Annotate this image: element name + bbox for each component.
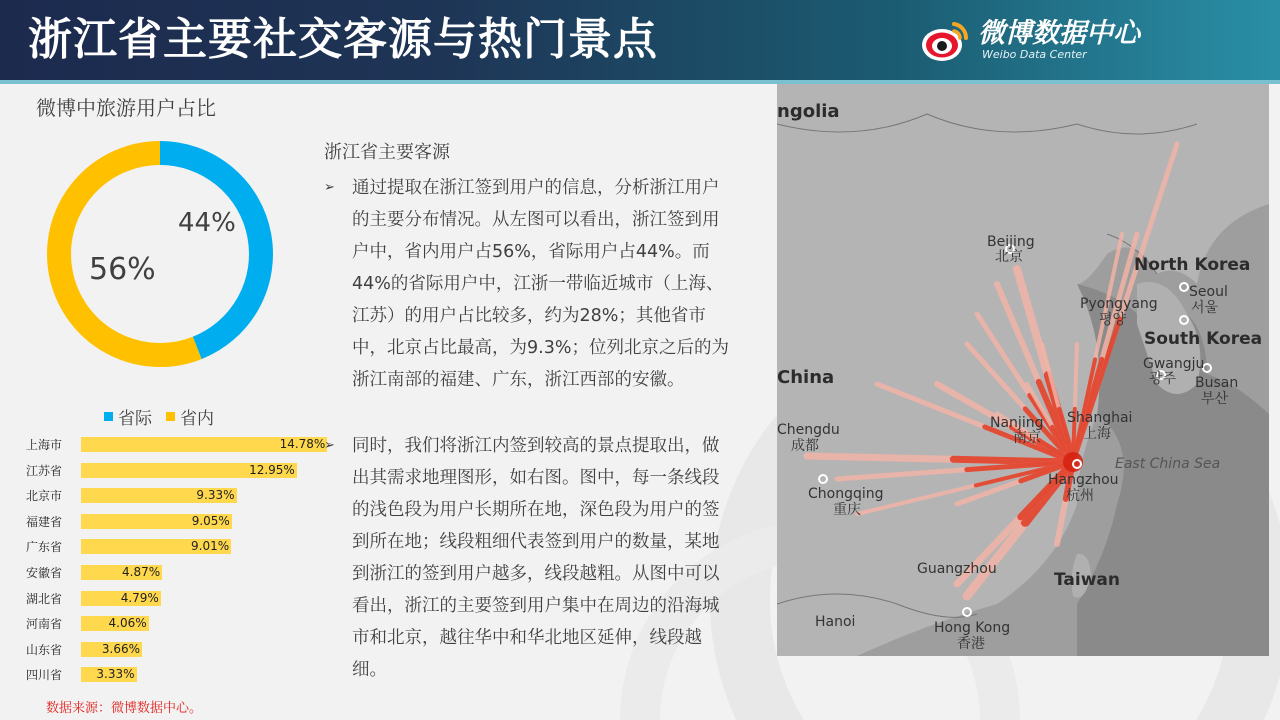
bar [81, 591, 161, 606]
map-label-hongkong-en: Hong Kong [934, 620, 1011, 636]
bar [81, 642, 142, 657]
legend-label-inter: 省际 [118, 409, 152, 429]
map-label-pyongyang-en: Pyongyang [1080, 296, 1158, 312]
bar [81, 667, 137, 682]
paragraph-1 [324, 172, 736, 396]
bar-category-label: 四川省 [26, 668, 63, 683]
donut-legend [104, 404, 214, 429]
legend-swatch-inter [104, 412, 113, 421]
bar-category-label: 山东省 [26, 642, 63, 657]
bar [81, 565, 162, 580]
map-label-chongqing-en: Chongqing [808, 486, 884, 502]
bar-value-label: 3.66% [101, 641, 140, 656]
bar-row [26, 637, 326, 663]
chart-subtitle: 微博中旅游用户占比 [36, 96, 216, 120]
map-label-seoul-kr: 서울 [1191, 300, 1219, 316]
legend-swatch-local [166, 412, 175, 421]
header-bar [0, 0, 1280, 80]
map-label-guangzhou-en: Guangzhou [917, 561, 997, 577]
map-label-seoul-en: Seoul [1189, 284, 1228, 300]
map-label-busan-en: Busan [1195, 375, 1239, 391]
donut-label-local: 56% [89, 252, 156, 287]
legend-item-local [166, 404, 214, 429]
page-title: 浙江省主要社交客源与热门景点 [28, 14, 658, 65]
logo-text-cn: 微博数据中心 [978, 18, 1140, 49]
bar-row [26, 483, 326, 509]
bar-value-label: 14.78% [279, 437, 326, 451]
bar-value-label: 9.01% [191, 539, 230, 554]
user-share-donut-chart [46, 140, 274, 368]
bar-row [26, 534, 326, 560]
map-label-beijing-en: Beijing [987, 234, 1035, 250]
bar-category-label: 河南省 [26, 617, 63, 632]
map-label-mongolia: ngolia [777, 101, 840, 122]
bar-row [26, 458, 326, 484]
map-label-hongkong-cn: 香港 [957, 636, 985, 652]
map-label-south-korea: South Korea [1144, 329, 1263, 349]
bar-value-label: 9.05% [191, 513, 230, 528]
map-label-china: China [777, 367, 835, 388]
bar-row [26, 662, 326, 688]
map-label-taiwan: Taiwan [1054, 570, 1120, 590]
logo-text-en: Weibo Data Center [982, 48, 1087, 61]
map-label-hanoi: Hanoi [815, 614, 856, 630]
bar-category-label: 福建省 [26, 514, 63, 529]
weibo-eye-icon [920, 18, 970, 64]
legend-label-local: 省内 [180, 409, 214, 429]
bar-row [26, 611, 326, 637]
bar-category-label: 安徽省 [26, 565, 63, 580]
map-label-shanghai-en: Shanghai [1067, 410, 1133, 426]
donut-label-inter: 44% [178, 208, 236, 238]
data-source-note: 数据来源：微博数据中心。 [46, 701, 203, 716]
bar-row [26, 560, 326, 586]
map-label-gwangju-kr: 광주 [1149, 371, 1177, 387]
bar-category-label: 广东省 [26, 540, 63, 555]
map-label-chongqing-cn: 重庆 [833, 502, 861, 518]
bar [81, 539, 231, 554]
flow-map [777, 84, 1269, 656]
map-label-hangzhou-en: Hangzhou [1048, 472, 1119, 488]
map-label-chengdu-cn: 成都 [791, 438, 819, 454]
bar-row [26, 432, 326, 458]
bar [81, 437, 327, 452]
bar-value-label: 4.79% [120, 590, 159, 605]
bar-value-label: 4.87% [122, 564, 161, 579]
bar-value-label: 12.95% [249, 462, 295, 477]
section-title: 浙江省主要客源 [324, 142, 450, 163]
weibo-logo [920, 14, 1260, 66]
bar-row [26, 509, 326, 535]
bar [81, 616, 149, 631]
map-label-busan-kr: 부산 [1201, 391, 1229, 407]
bar [81, 488, 237, 503]
legend-item-inter [104, 404, 152, 429]
bar-category-label: 上海市 [26, 438, 63, 452]
bar-value-label: 3.33% [96, 667, 135, 682]
map-label-gwangju-en: Gwangju [1143, 356, 1205, 372]
paragraph-2-text: 同时，我们将浙江内签到较高的景点提取出，做出其需求地理图形，如右图。图中，每一条线段的浅色段为用户长期所在地，深色段为用户的签到所在地；线段粗细代表签到用户的数量，某地到浙江的签到用户越多，线段越粗。从图中可以看出，浙江的主要签到用户集中在周边的沿海城市和北京，越往华中和华北地区延伸，线段越细。 [352, 436, 720, 680]
bullet-arrow-icon: ➢ [324, 180, 335, 195]
bar-category-label: 北京市 [26, 489, 63, 504]
map-label-pyongyang-kr: 평양 [1099, 312, 1127, 328]
bar-value-label: 9.33% [196, 488, 235, 503]
bar-row [26, 586, 326, 612]
map-label-chengdu-en: Chengdu [777, 422, 840, 438]
map-label-east-china-sea: East China Sea [1115, 456, 1221, 472]
bar [81, 514, 232, 529]
map-label-nanjing-en: Nanjing [990, 415, 1044, 431]
map-label-beijing-cn: 北京 [995, 249, 1023, 265]
bar-category-label: 湖北省 [26, 591, 63, 606]
bar [81, 463, 297, 478]
bar-category-label: 江苏省 [26, 463, 63, 478]
paragraph-1-text: 通过提取在浙江签到用户的信息，分析浙江用户的主要分布情况。从左图可以看出，浙江签到用户中，省内用户占56%，省际用户占44%。而44%的省际用户中，江浙一带临近城市（上海、江苏）的用户占比较多，约为28%；其他省市中，北京占比最高，为9.3%；位列北京之后的为浙江南部的福建、广东，浙江西部的安徽。 [352, 178, 729, 390]
map-label-shanghai-cn: 上海 [1083, 426, 1111, 442]
province-bar-chart [26, 432, 326, 688]
map-label-nanjing-cn: 南京 [1013, 430, 1041, 446]
bullet-arrow-icon: ➢ [324, 438, 335, 453]
map-label-north-korea: North Korea [1134, 255, 1251, 275]
donut-slice-inter [160, 153, 261, 348]
paragraph-2 [324, 430, 736, 686]
map-label-hangzhou-cn: 杭州 [1066, 488, 1094, 504]
bar-value-label: 4.06% [108, 616, 147, 631]
